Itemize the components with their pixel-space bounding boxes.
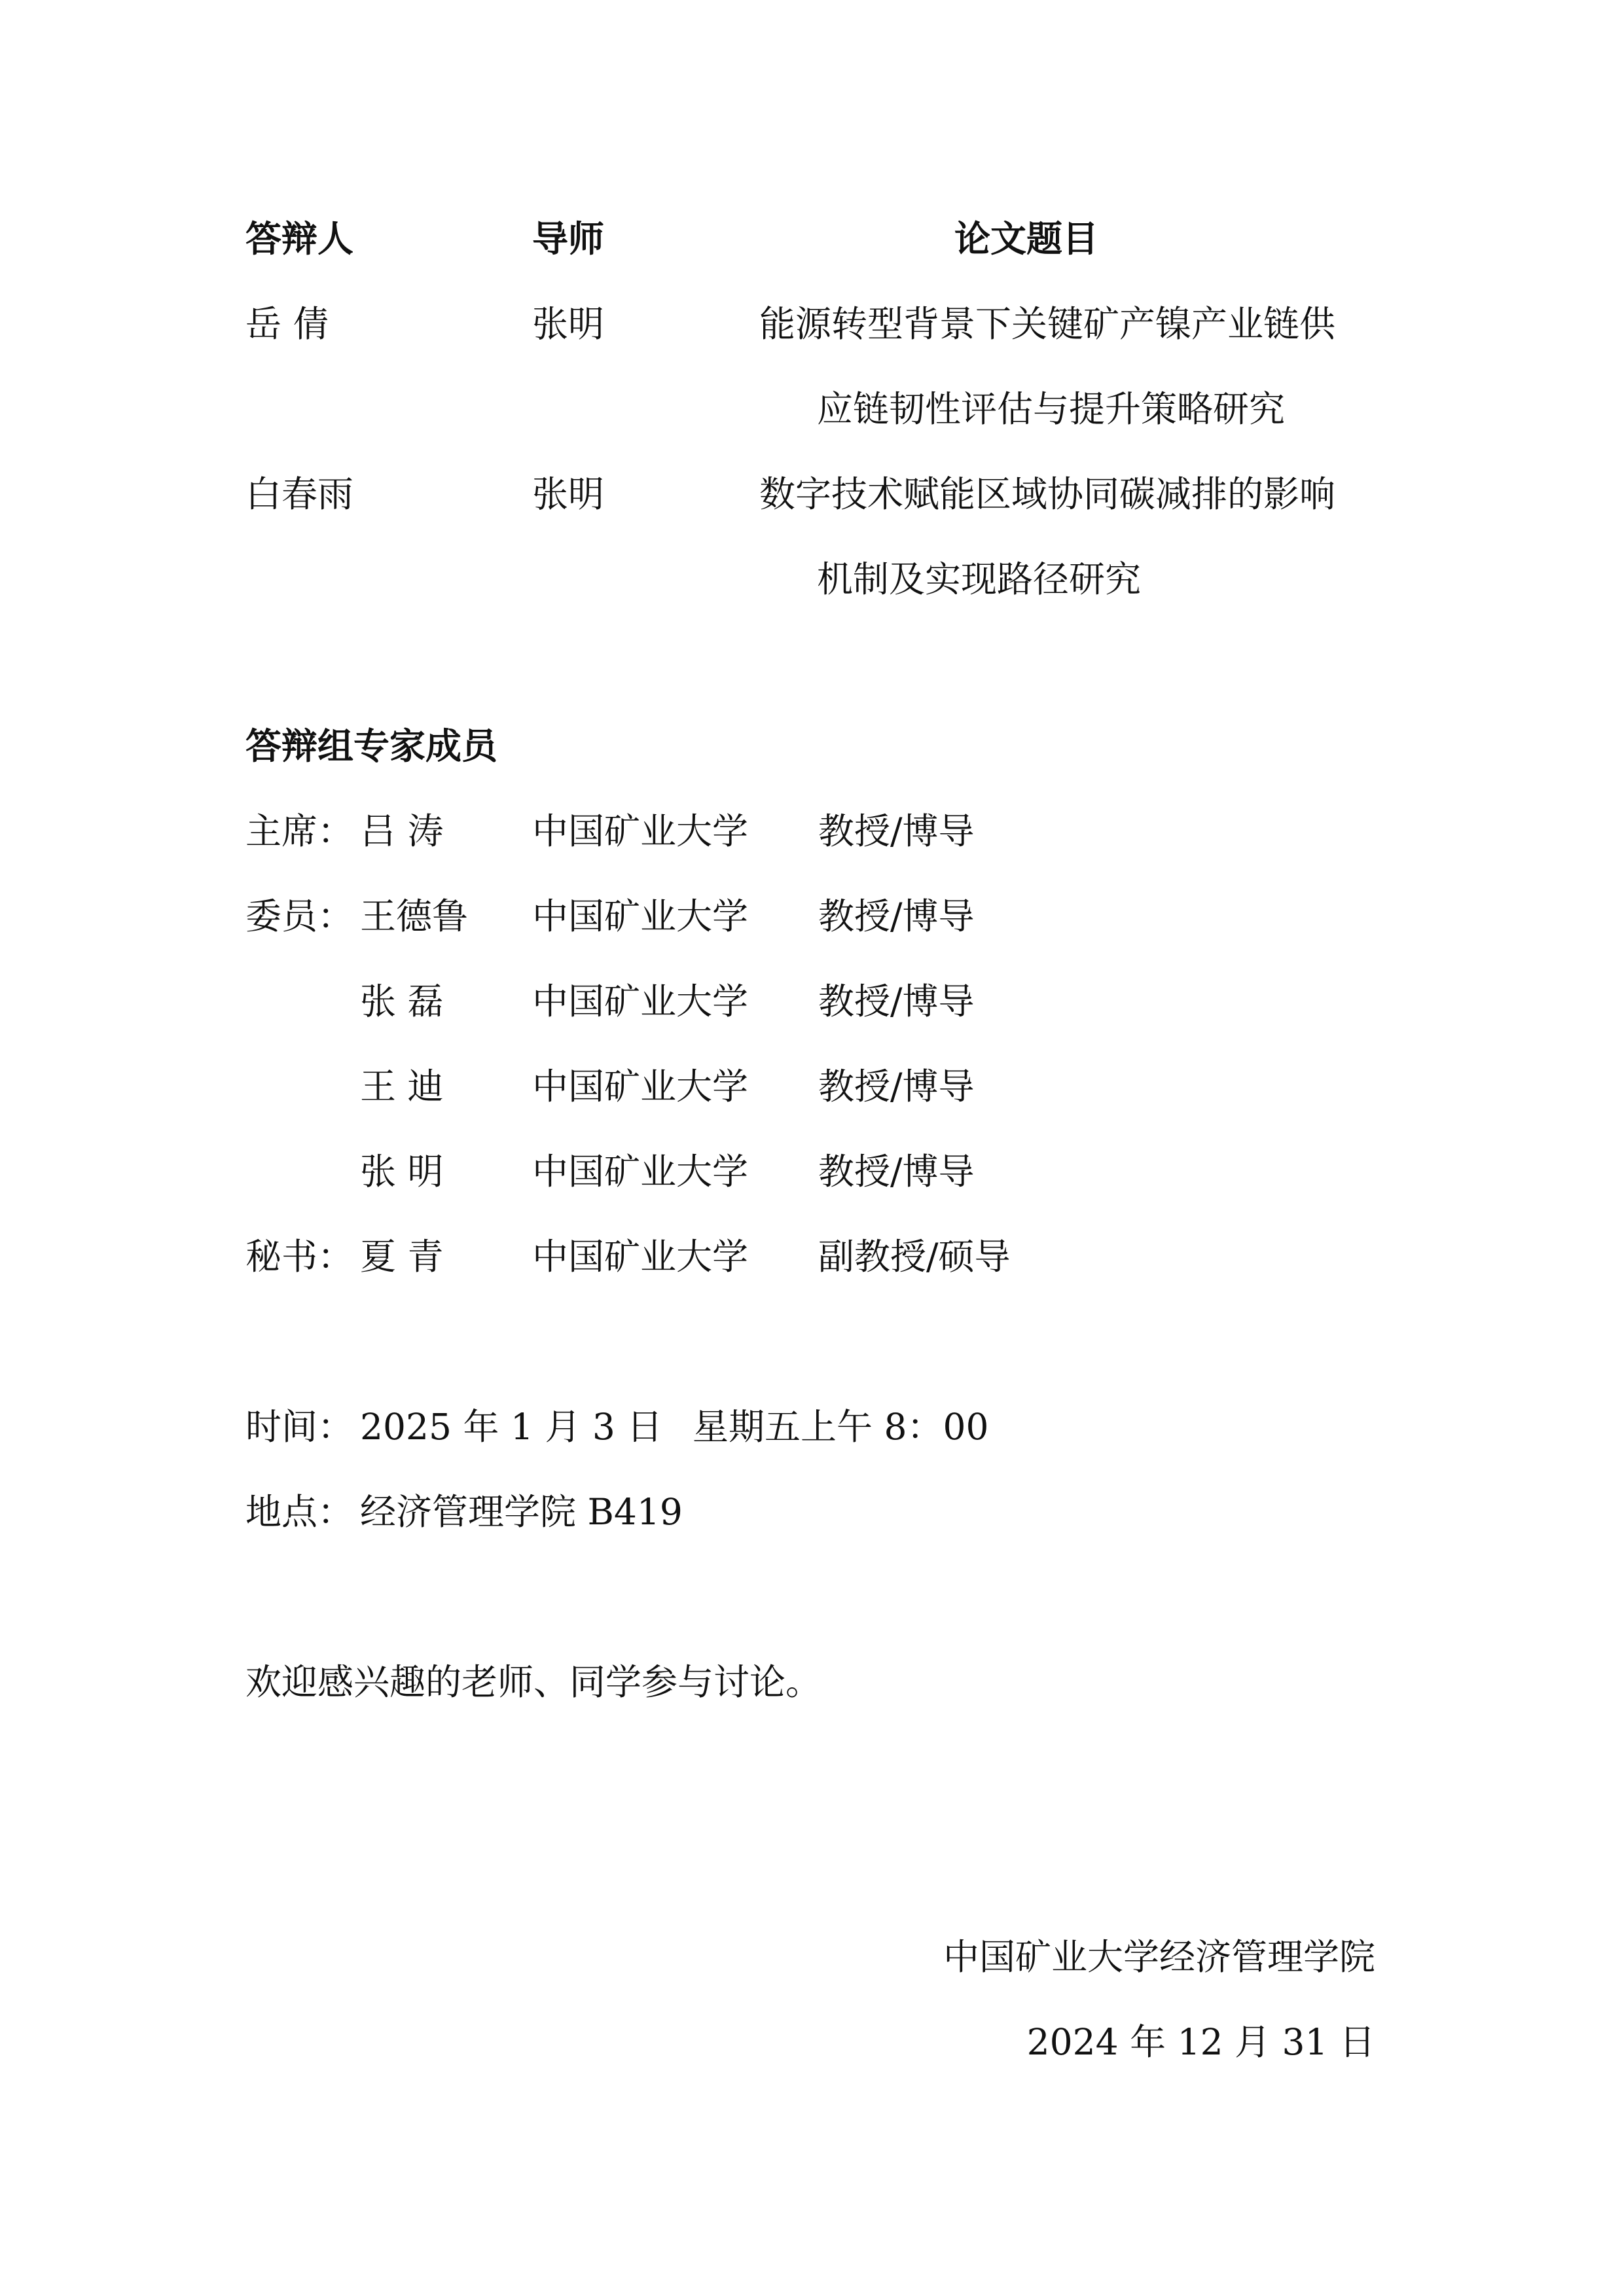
member-role: 秘书：	[245, 1236, 354, 1278]
member-org: 中国矿业大学	[532, 1236, 749, 1278]
member-org: 中国矿业大学	[532, 895, 749, 937]
time-label: 时间：	[245, 1406, 354, 1448]
member-title: 教授/博导	[818, 1066, 975, 1107]
member-title: 教授/博导	[818, 980, 975, 1022]
signature-org: 中国矿业大学经济管理学院	[943, 1936, 1375, 1978]
thesis-title-line1: 数字技术赋能区域协同碳减排的影响	[759, 473, 1336, 515]
advisor-header: 导师	[532, 218, 605, 260]
defender-name: 白春雨	[245, 473, 354, 515]
committee-heading: 答辩组专家成员	[245, 725, 498, 767]
place-label: 地点：	[245, 1491, 354, 1533]
member-name: 王德鲁	[360, 895, 469, 937]
thesis-header: 论文题目	[954, 218, 1099, 260]
member-title: 副教授/硕导	[818, 1236, 1011, 1278]
member-title: 教授/博导	[818, 895, 975, 937]
member-org: 中国矿业大学	[532, 810, 749, 852]
thesis-title-line1: 能源转型背景下关键矿产镍产业链供	[759, 303, 1336, 345]
member-name: 王 迪	[360, 1066, 444, 1107]
member-title: 教授/博导	[818, 1151, 975, 1193]
member-role: 委员：	[245, 895, 354, 937]
thesis-title-line2: 应链韧性评估与提升策略研究	[817, 388, 1286, 430]
defender-header: 答辩人	[245, 218, 354, 260]
member-name: 张 磊	[360, 980, 444, 1022]
member-org: 中国矿业大学	[532, 1066, 749, 1107]
member-title: 教授/博导	[818, 810, 975, 852]
member-name: 张 明	[360, 1151, 444, 1193]
defender-name: 岳 倩	[245, 303, 329, 345]
member-org: 中国矿业大学	[532, 1151, 749, 1193]
defense-date: 2025 年 1 月 3 日	[360, 1406, 663, 1448]
thesis-title-line2: 机制及实现路径研究	[817, 558, 1142, 600]
welcome-text: 欢迎感兴趣的老师、同学参与讨论。	[245, 1661, 822, 1703]
defense-weekday-time: 星期五上午 8：00	[693, 1406, 989, 1448]
member-role: 主席：	[245, 810, 354, 852]
advisor-name: 张明	[532, 473, 605, 515]
member-name: 夏 青	[360, 1236, 444, 1278]
member-org: 中国矿业大学	[532, 980, 749, 1022]
advisor-name: 张明	[532, 303, 605, 345]
signature-date: 2024 年 12 月 31 日	[1026, 2021, 1375, 2063]
defense-place: 经济管理学院 B419	[360, 1491, 683, 1533]
member-name: 吕 涛	[360, 810, 444, 852]
